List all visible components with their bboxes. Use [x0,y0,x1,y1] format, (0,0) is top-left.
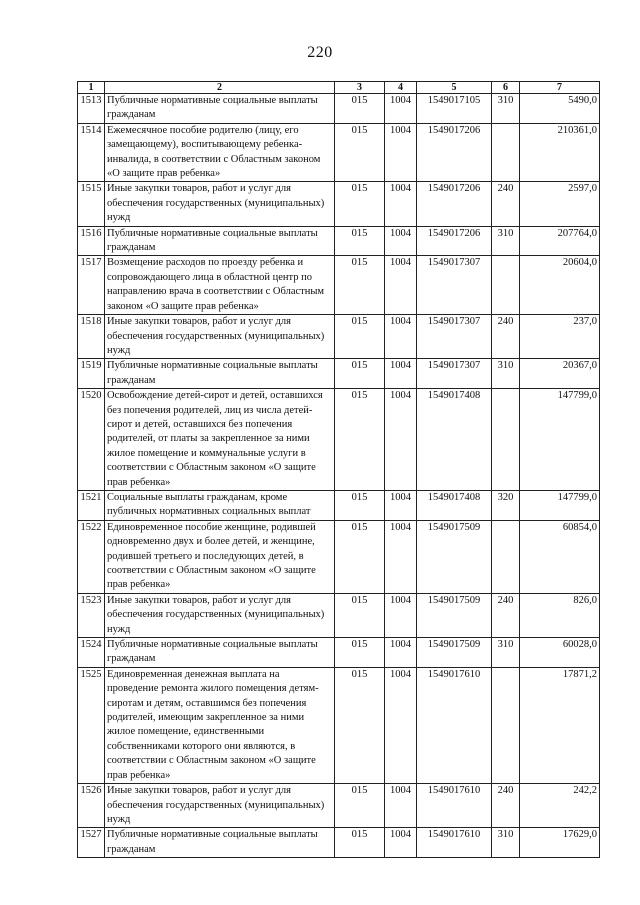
row-amount: 207764,0 [520,226,600,256]
row-target-article: 1549017307 [417,359,492,389]
row-description: Публичные нормативные социальные выплаты гражданам [105,226,335,256]
row-target-article: 1549017610 [417,828,492,858]
row-number: 1521 [78,490,105,520]
table-row [78,389,600,491]
table-row [78,226,600,256]
row-ministry-code: 015 [335,490,385,520]
row-section-code: 1004 [385,638,417,668]
row-target-article: 1549017307 [417,315,492,359]
row-amount: 5490,0 [520,94,600,124]
row-target-article: 1549017206 [417,226,492,256]
row-ministry-code: 015 [335,389,385,491]
table-row [78,490,600,520]
row-expense-type: 310 [492,359,520,389]
row-number: 1513 [78,94,105,124]
row-description: Публичные нормативные социальные выплаты гражданам [105,828,335,858]
row-section-code: 1004 [385,182,417,226]
row-section-code: 1004 [385,256,417,315]
table-row [78,94,600,124]
table-row [78,315,600,359]
row-target-article: 1549017408 [417,490,492,520]
row-ministry-code: 015 [335,828,385,858]
row-number: 1523 [78,593,105,637]
row-description: Иные закупки товаров, работ и услуг для обеспечения государственных (муниципальных) нужд [105,784,335,828]
row-section-code: 1004 [385,226,417,256]
row-expense-type: 310 [492,226,520,256]
page-number: 220 [307,44,333,61]
row-description: Социальные выплаты гражданам, кроме публичных нормативных социальных выплат [105,490,335,520]
table-row [78,520,600,593]
row-section-code: 1004 [385,359,417,389]
row-ministry-code: 015 [335,315,385,359]
row-number: 1516 [78,226,105,256]
row-description: Возмещение расходов по проезду ребенка и сопровождающего лица в областной центр по направлению врача в соответствии с Областным законом «О защите прав ребенка» [105,256,335,315]
row-section-code: 1004 [385,94,417,124]
row-ministry-code: 015 [335,593,385,637]
row-expense-type [492,256,520,315]
row-number: 1522 [78,520,105,593]
header-col-4: 4 [385,82,417,94]
row-amount: 147799,0 [520,389,600,491]
table-row [78,256,600,315]
row-section-code: 1004 [385,593,417,637]
header-row [78,82,600,94]
row-number: 1514 [78,123,105,182]
row-section-code: 1004 [385,784,417,828]
row-description: Освобождение детей-сирот и детей, оставшихся без попечения родителей, лиц из числа детей-сирот и детей, оставшихся без попечения родителей, от платы за закрепленное за ними жилое помещение и коммунальные услуги в соответствии с Областным законом «О защите прав ребенка» [105,389,335,491]
row-ministry-code: 015 [335,94,385,124]
row-amount: 147799,0 [520,490,600,520]
row-description: Публичные нормативные социальные выплаты гражданам [105,94,335,124]
row-amount: 20367,0 [520,359,600,389]
row-expense-type: 240 [492,784,520,828]
row-description: Публичные нормативные социальные выплаты гражданам [105,359,335,389]
row-amount: 826,0 [520,593,600,637]
row-target-article: 1549017509 [417,638,492,668]
row-ministry-code: 015 [335,182,385,226]
table-row [78,593,600,637]
row-target-article: 1549017610 [417,667,492,783]
row-expense-type: 310 [492,828,520,858]
row-target-article: 1549017105 [417,94,492,124]
table-row [78,182,600,226]
row-section-code: 1004 [385,667,417,783]
header-col-7: 7 [520,82,600,94]
row-target-article: 1549017509 [417,593,492,637]
header-col-5: 5 [417,82,492,94]
table-row [78,828,600,858]
header-col-1: 1 [78,82,105,94]
row-expense-type [492,389,520,491]
row-ministry-code: 015 [335,256,385,315]
row-expense-type: 240 [492,593,520,637]
row-ministry-code: 015 [335,359,385,389]
row-amount: 17871,2 [520,667,600,783]
row-amount: 242,2 [520,784,600,828]
row-number: 1527 [78,828,105,858]
row-number: 1525 [78,667,105,783]
row-section-code: 1004 [385,315,417,359]
row-target-article: 1549017307 [417,256,492,315]
row-section-code: 1004 [385,389,417,491]
row-description: Иные закупки товаров, работ и услуг для обеспечения государственных (муниципальных) нужд [105,182,335,226]
row-section-code: 1004 [385,828,417,858]
row-target-article: 1549017610 [417,784,492,828]
table-row [78,667,600,783]
table-row [78,359,600,389]
table-row [78,784,600,828]
row-expense-type: 310 [492,94,520,124]
row-number: 1515 [78,182,105,226]
row-number: 1524 [78,638,105,668]
budget-table [77,81,600,858]
row-ministry-code: 015 [335,520,385,593]
row-amount: 237,0 [520,315,600,359]
row-number: 1517 [78,256,105,315]
row-expense-type: 310 [492,638,520,668]
header-col-6: 6 [492,82,520,94]
row-number: 1519 [78,359,105,389]
row-number: 1520 [78,389,105,491]
row-number: 1526 [78,784,105,828]
row-section-code: 1004 [385,123,417,182]
row-amount: 60854,0 [520,520,600,593]
row-number: 1518 [78,315,105,359]
row-expense-type [492,123,520,182]
row-ministry-code: 015 [335,123,385,182]
row-ministry-code: 015 [335,784,385,828]
row-target-article: 1549017509 [417,520,492,593]
row-description: Единовременное пособие женщине, родившей одновременно двух и более детей, и женщине, родившей третьего и последующих детей, в соответствии с Областным законом «О защите прав ребенка» [105,520,335,593]
row-amount: 210361,0 [520,123,600,182]
row-target-article: 1549017408 [417,389,492,491]
row-amount: 17629,0 [520,828,600,858]
row-target-article: 1549017206 [417,182,492,226]
row-expense-type: 240 [492,182,520,226]
row-amount: 60028,0 [520,638,600,668]
row-description: Публичные нормативные социальные выплаты гражданам [105,638,335,668]
row-ministry-code: 015 [335,667,385,783]
table-row [78,638,600,668]
row-expense-type [492,667,520,783]
row-ministry-code: 015 [335,226,385,256]
row-expense-type: 240 [492,315,520,359]
header-col-3: 3 [335,82,385,94]
row-amount: 2597,0 [520,182,600,226]
row-description: Иные закупки товаров, работ и услуг для обеспечения государственных (муниципальных) нужд [105,315,335,359]
row-section-code: 1004 [385,490,417,520]
table-body [78,94,600,858]
row-description: Иные закупки товаров, работ и услуг для обеспечения государственных (муниципальных) нужд [105,593,335,637]
header-col-2: 2 [105,82,335,94]
row-section-code: 1004 [385,520,417,593]
row-description: Ежемесячное пособие родителю (лицу, его замещающему), воспитывающему ребенка-инвалида, в соответствии с Областным законом «О защите прав ребенка» [105,123,335,182]
row-ministry-code: 015 [335,638,385,668]
table-row [78,123,600,182]
row-target-article: 1549017206 [417,123,492,182]
row-expense-type [492,520,520,593]
row-amount: 20604,0 [520,256,600,315]
row-description: Единовременная денежная выплата на проведение ремонта жилого помещения детям-сиротам и детям, оставшимся без попечения родителей, имеющим закрепленное за ними жилое помещение, единственными собственниками которого они являются, в соответствии с Областным законом «О защите прав ребенка» [105,667,335,783]
row-expense-type: 320 [492,490,520,520]
